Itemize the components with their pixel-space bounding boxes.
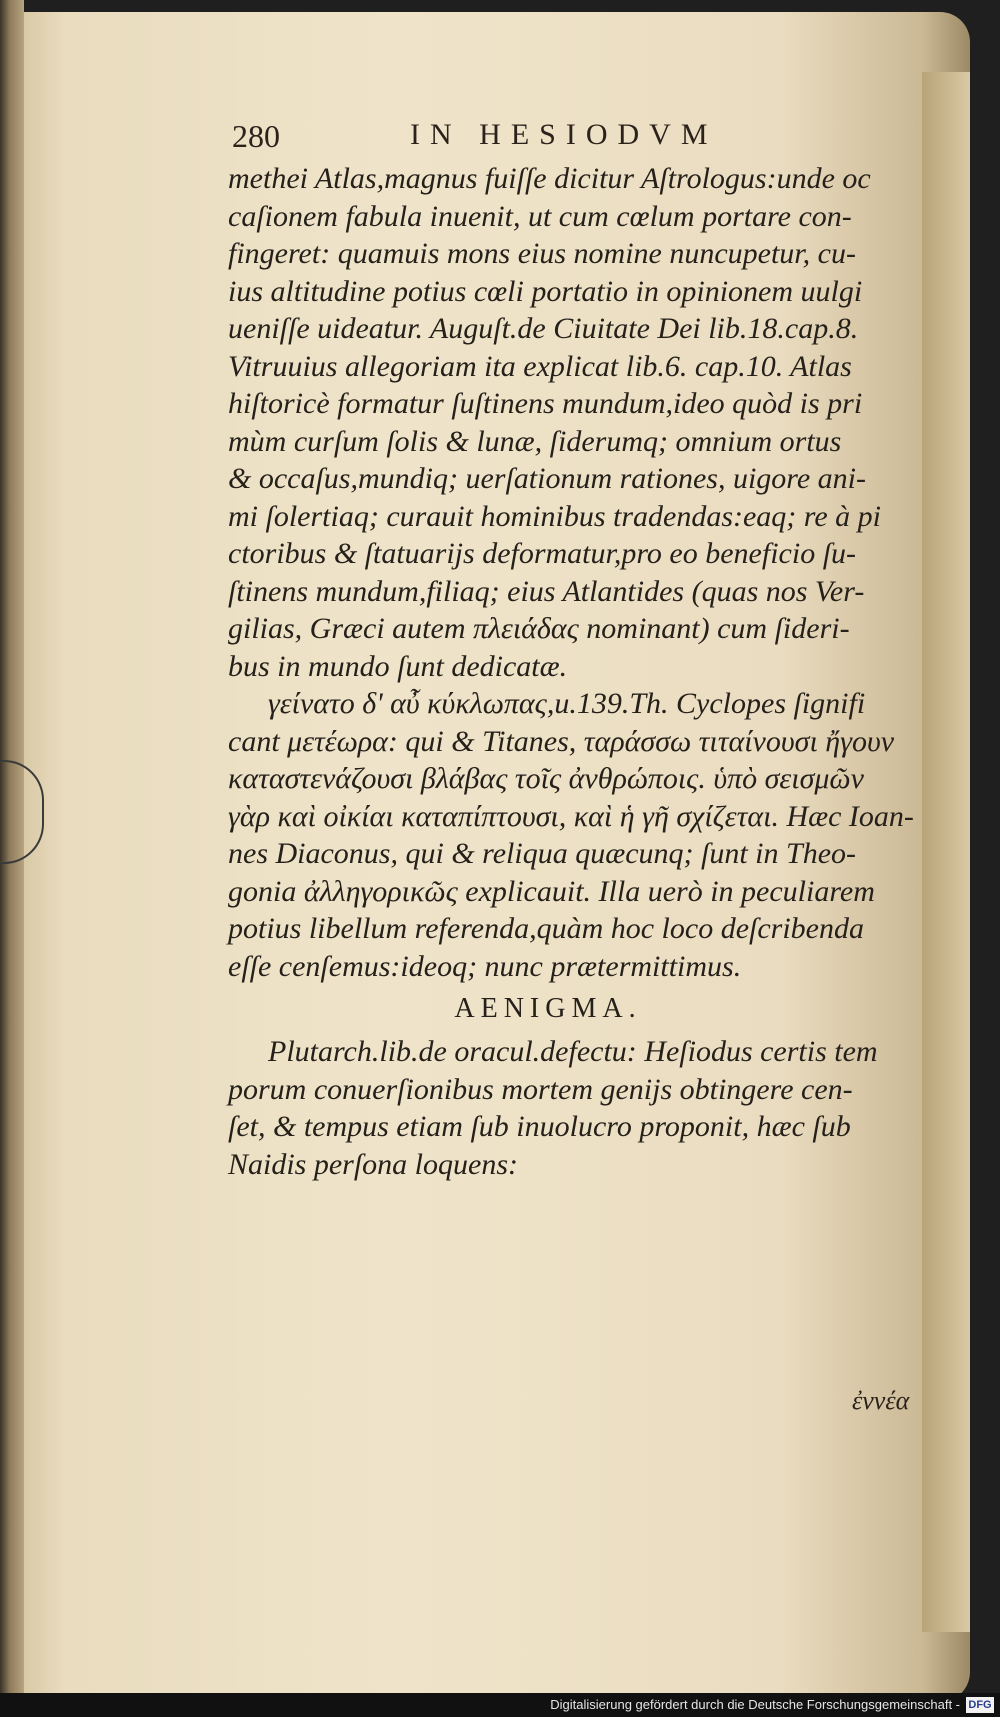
text-line: bus in mundo ſunt dedicatæ. — [228, 649, 568, 683]
text-line: γὰρ καὶ οἰκίαι καταπίπτουσι, καὶ ἡ γῆ σχίζεται. Hæc Ioan- — [228, 799, 914, 833]
paragraph-cyclopes — [228, 685, 914, 985]
text-line: porum conuerſionibus mortem genijs obtingere cen- — [228, 1072, 853, 1106]
text-line: & occaſus,mundiq; uerſationum rationes, uigore ani- — [228, 462, 866, 495]
text-line: Plutarch.lib.de oracul.defectu: Heſiodus certis tem — [268, 1035, 878, 1068]
catchword: ἐννέα — [852, 1386, 910, 1415]
text-line: mi ſolertiaq; curauit hominibus tradendas:eaq; re à pi — [228, 499, 881, 533]
text-line: gilias, Græci autem πλειάδας nominant) cum ſideri- — [228, 612, 850, 645]
text-line: methei Atlas,magnus fuiſſe dicitur Aſtrologus:unde oc — [228, 162, 871, 195]
section-heading: AENIGMA. — [454, 993, 642, 1024]
text-line: ſtinens mundum,filiaq; eius Atlantides (quas nos Ver- — [228, 574, 865, 608]
text-line: caſionem fabula inuenit, ut cum cœlum portare con- — [228, 199, 852, 233]
text-line: ueniſſe uideatur. Auguſt.de Ciuitate Dei lib.18.cap.8. — [228, 312, 859, 345]
text-line: gonia ἀλληγορικῶς explicauit. Illa uerò in peculiarem — [228, 874, 875, 908]
text-line: ctoribus & ſtatuarijs deformatur,pro eo beneficio ſu- — [228, 537, 857, 570]
page-number: 280 — [232, 118, 280, 154]
text-line: Naidis perſona loquens: — [228, 1147, 518, 1181]
text-line: Vitruuius allegoriam ita explicat lib.6. cap.10. Atlas — [228, 349, 852, 383]
footer-credit: Digitalisierung gefördert durch die Deutsche Forschungsgemeinschaft - — [550, 1697, 960, 1712]
paragraph-atlas — [228, 160, 881, 685]
text-line: ius altitudine potius cœli portatio in opinionem uulgi — [228, 274, 863, 308]
text-line: fingeret: quamuis mons eius nomine nuncupetur, cu- — [228, 237, 856, 270]
text-line: καταστενάζουσι βλάβας τοῖς ἀνθρώποις. ὑπὸ σεισμῶν — [228, 762, 864, 795]
text-line: γείνατο δ' αὖ κύκλωπας,u.139.Th. Cyclopes ſignifi — [268, 687, 866, 720]
main-text — [228, 160, 914, 1183]
text-line: cant μετέωρα: qui & Titanes, ταράσσω τιταίνουσι ἤγουν — [228, 724, 895, 758]
text-line: nes Diaconus, qui & reliqua quæcunq; ſunt in Theo- — [228, 837, 857, 870]
text-line: potius libellum referenda,quàm hoc loco deſcribenda — [228, 912, 864, 945]
running-title: IN HESIODVM — [410, 118, 718, 151]
text-line: eſſe cenſemus:ideoq; nunc prætermittimus. — [228, 949, 742, 983]
dfg-logo-icon: DFG — [966, 1697, 994, 1713]
text-line: hiſtoricè formatur ſuſtinens mundum,ideo quòd is pri — [228, 387, 863, 420]
text-line: ſet, & tempus etiam ſub inuolucro proponit, hæc ſub — [228, 1110, 851, 1143]
facing-page-edge — [922, 72, 970, 1632]
text-line: mùm curſum ſolis & lunæ, ſiderumq; omnium ortus — [228, 424, 842, 458]
digitization-footer — [0, 1693, 1000, 1717]
paragraph-plutarch — [228, 1033, 878, 1183]
page-header — [232, 118, 832, 164]
